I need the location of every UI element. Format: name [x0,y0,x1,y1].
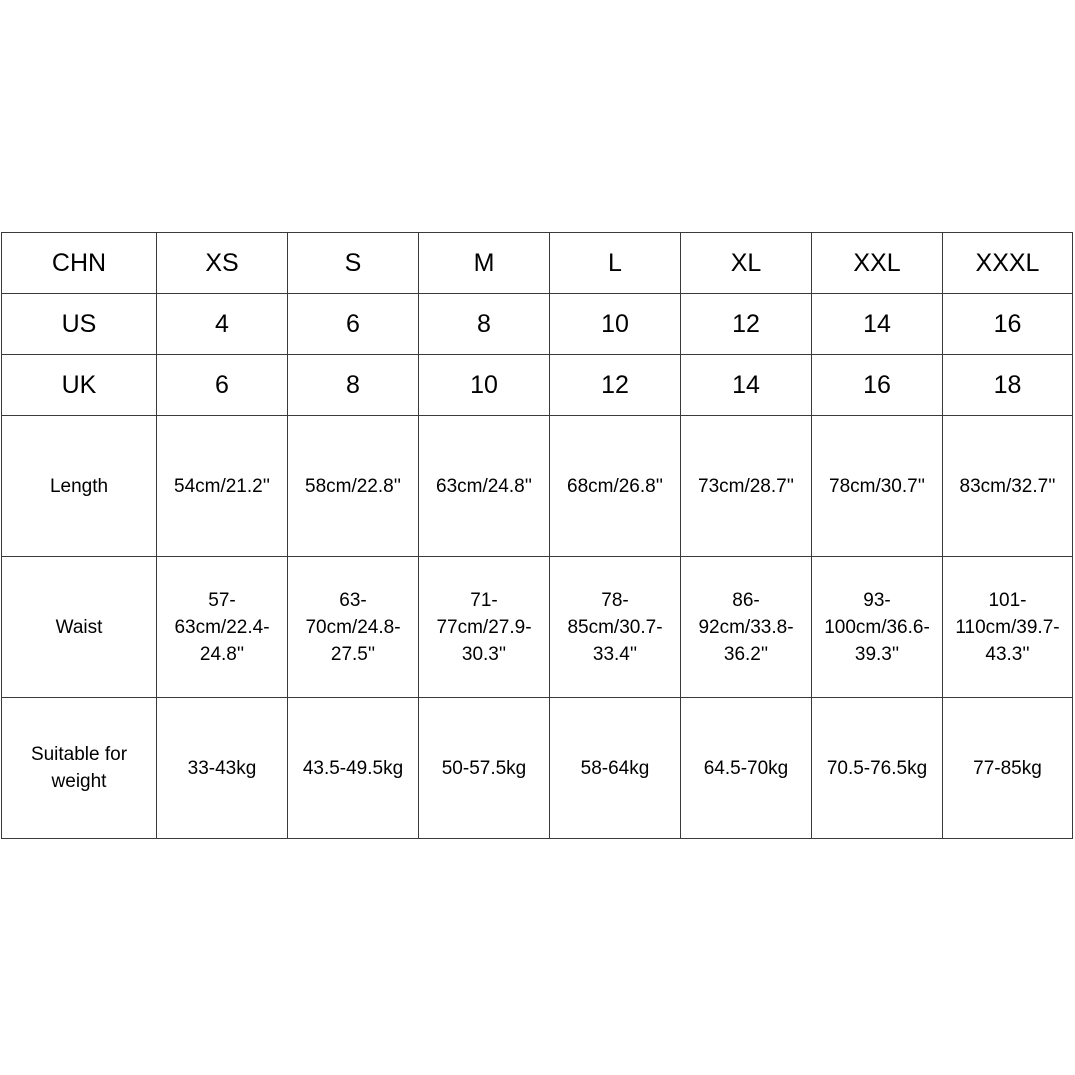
row-length [2,416,1073,557]
row-us [2,294,1073,355]
cell-length-xxxl: 83cm/32.7'' [943,416,1073,557]
cell-waist-l-text: 78- 85cm/30.7- 33.4'' [567,589,663,665]
cell-uk-xxxl: 18 [943,355,1073,416]
cell-waist-l [550,557,681,698]
cell-chn-l: L [550,233,681,294]
cell-waist-xxxl [943,557,1073,698]
cell-chn-s: S [288,233,419,294]
cell-waist-s [288,557,419,698]
cell-waist-xxl-text: 93- 100cm/36.6- 39.3'' [824,589,930,665]
cell-waist-xs [157,557,288,698]
cell-uk-xl: 14 [681,355,812,416]
cell-waist-m-text: 71- 77cm/27.9- 30.3'' [436,589,532,665]
cell-weight-xxxl: 77-85kg [943,698,1073,839]
cell-uk-xxl: 16 [812,355,943,416]
row-label-waist: Waist [2,557,157,698]
cell-chn-xs: XS [157,233,288,294]
cell-weight-xs: 33-43kg [157,698,288,839]
row-label-length: Length [2,416,157,557]
cell-weight-l: 58-64kg [550,698,681,839]
cell-chn-m: M [419,233,550,294]
cell-length-xxl: 78cm/30.7'' [812,416,943,557]
cell-waist-m [419,557,550,698]
row-label-uk: UK [2,355,157,416]
cell-chn-xxl: XXL [812,233,943,294]
row-chn [2,233,1073,294]
cell-waist-xl [681,557,812,698]
row-uk [2,355,1073,416]
cell-us-l: 10 [550,294,681,355]
row-label-weight [2,698,157,839]
row-label-weight-text: Suitable for weight [30,744,128,792]
cell-chn-xxxl: XXXL [943,233,1073,294]
cell-uk-xs: 6 [157,355,288,416]
cell-length-s: 58cm/22.8'' [288,416,419,557]
cell-chn-xl: XL [681,233,812,294]
cell-length-l: 68cm/26.8'' [550,416,681,557]
size-chart-table [1,232,1073,839]
cell-waist-xs-text: 57- 63cm/22.4- 24.8'' [174,589,270,665]
row-waist [2,557,1073,698]
cell-length-xl: 73cm/28.7'' [681,416,812,557]
cell-uk-l: 12 [550,355,681,416]
cell-weight-xxl: 70.5-76.5kg [812,698,943,839]
cell-waist-xl-text: 86- 92cm/33.8- 36.2'' [698,589,794,665]
cell-us-m: 8 [419,294,550,355]
row-label-us: US [2,294,157,355]
cell-length-xs: 54cm/21.2'' [157,416,288,557]
cell-length-m: 63cm/24.8'' [419,416,550,557]
cell-us-s: 6 [288,294,419,355]
cell-us-xxxl: 16 [943,294,1073,355]
cell-uk-s: 8 [288,355,419,416]
cell-uk-m: 10 [419,355,550,416]
cell-waist-xxxl-text: 101- 110cm/39.7- 43.3'' [955,589,1060,665]
row-label-chn: CHN [2,233,157,294]
cell-weight-m: 50-57.5kg [419,698,550,839]
cell-waist-xxl [812,557,943,698]
cell-waist-s-text: 63- 70cm/24.8- 27.5'' [305,589,401,665]
cell-us-xl: 12 [681,294,812,355]
cell-us-xs: 4 [157,294,288,355]
cell-weight-s: 43.5-49.5kg [288,698,419,839]
cell-us-xxl: 14 [812,294,943,355]
row-weight [2,698,1073,839]
cell-weight-xl: 64.5-70kg [681,698,812,839]
